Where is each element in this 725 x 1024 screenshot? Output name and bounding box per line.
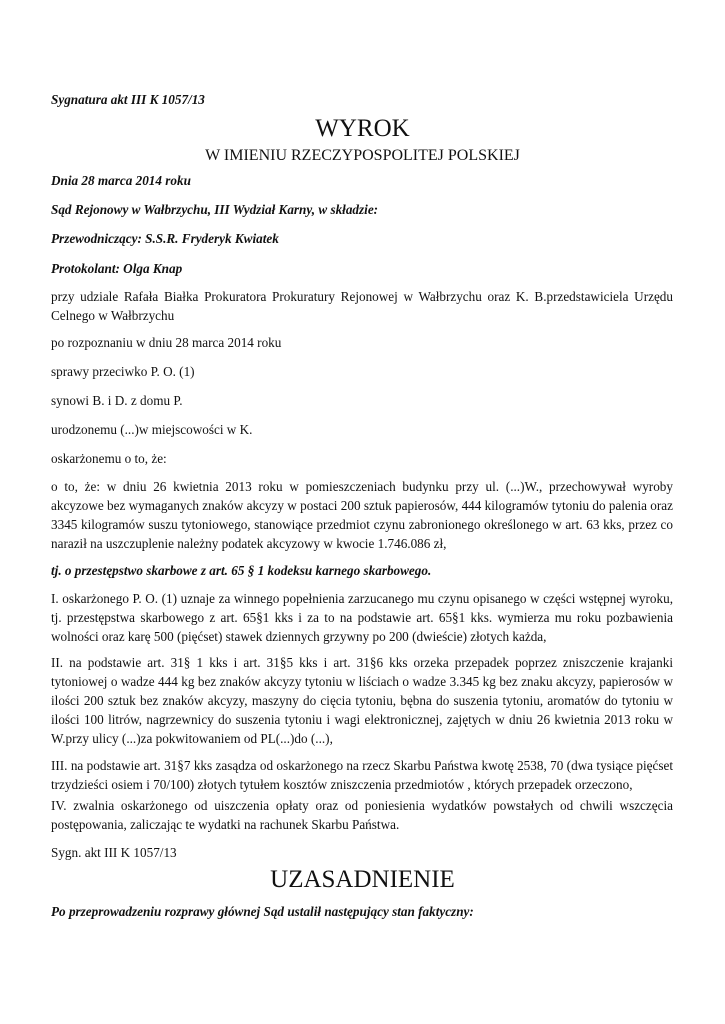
birth-line: urodzonemu (...)w miejscowości w K. bbox=[51, 422, 253, 437]
accused-of-line: oskarżonemu o to, że: bbox=[51, 451, 167, 466]
verdict-point-4: IV. zwalnia oskarżonego od uiszczenia opłaty oraz od poniesienia wydatków powstałych od chwili wszczęcia postępowania, zaliczając te wydatki na rachunek Skarbu Państwa. bbox=[51, 798, 673, 832]
offense-line: tj. o przestępstwo skarbowe z art. 65 § 1 kodeksu karnego skarbowego. bbox=[51, 563, 432, 578]
case-number: Sygn. akt III K 1057/13 bbox=[51, 845, 177, 860]
chair-line: Przewodniczący: S.S.R. Fryderyk Kwiatek bbox=[51, 231, 279, 246]
verdict-title: WYROK bbox=[315, 115, 410, 142]
participation-paragraph: przy udziale Rafała Białka Prokuratora Prokuratury Rejonowej w Wałbrzychu oraz K. B.przedstawiciela Urzędu Celnego w Wałbrzychu bbox=[51, 289, 673, 323]
court-line: Sąd Rejonowy w Wałbrzychu, III Wydział Karny, w składzie: bbox=[51, 202, 379, 217]
verdict-point-3: III. na podstawie art. 31§7 kks zasądza od oskarżonego na rzecz Skarbu Państwa kwotę 2538, 70 (dwa tysiące pięćset trzydzieści osiem i 70/100) złotych tytułem kosztów zniszczenia przedmiotów , których przepadek orzeczono, bbox=[51, 758, 673, 792]
justification-title: UZASADNIENIE bbox=[270, 866, 455, 893]
hearing-date: po rozpoznaniu w dniu 28 marca 2014 roku bbox=[51, 335, 282, 350]
clerk-line: Protokolant: Olga Knap bbox=[51, 261, 183, 276]
date-line: Dnia 28 marca 2014 roku bbox=[51, 173, 191, 188]
case-against: sprawy przeciwko P. O. (1) bbox=[51, 364, 195, 379]
signature-header: Sygnatura akt III K 1057/13 bbox=[51, 92, 205, 107]
charge-paragraph: o to, że: w dniu 26 kwietnia 2013 roku w pomieszczeniach budynku przy ul. (...)W., przechowywał wyroby akcyzowe bez wymaganych znaków akcyzy w postaci 200 sztuk papierosów, 444 kilogramów tytoniu do palenia oraz 3345 kilogramów suszu tytoniowego, stanowiące przedmiot czynu zabronionego określonego w art. 63 kks, przez co naraził na uszczuplenie należny podatek akcyzowy w kwocie 1.746.086 zł, bbox=[51, 479, 673, 551]
parents-line: synowi B. i D. z domu P. bbox=[51, 393, 183, 408]
justification-intro: Po przeprowadzeniu rozprawy głównej Sąd ustalił następujący stan faktyczny: bbox=[51, 904, 474, 919]
verdict-point-1: I. oskarżonego P. O. (1) uznaje za winnego popełnienia zarzucanego mu czynu opisanego w części wstępnej wyroku, tj. przestępstwa skarbowego z art. 65§1 kks i za to na podstawie art. 65§1 kks. wymierza mu roku pozbawienia wolności oraz karę 500 (pięćset) stawek dziennych grzywny po 200 (dwieście) złotych każda, bbox=[51, 591, 673, 644]
verdict-point-2: II. na podstawie art. 31§ 1 kks i art. 31§5 kks i art. 31§6 kks orzeka przepadek poprzez zniszczenie krajanki tytoniowej o wadze 444 kg bez znaków akcyzy tytoniu w liściach o wadze 3.345 kg bez znaku akcyzy, papierosów w ilości 200 sztuk bez znaków akcyzy, maszyny do cięcia tytoniu, bębna do suszenia tytoniu, aromatów do tytoniu w ilości 100 litrów, nagrzewnicy do suszenia tytoniu i wagi elektronicznej, zajętych w dniu 26 kwietnia 2013 roku w W.przy ulicy (...)za pokwitowaniem od PL(...)do (...), bbox=[51, 655, 673, 746]
verdict-subtitle: W IMIENIU RZECZYPOSPOLITEJ POLSKIEJ bbox=[205, 147, 520, 164]
